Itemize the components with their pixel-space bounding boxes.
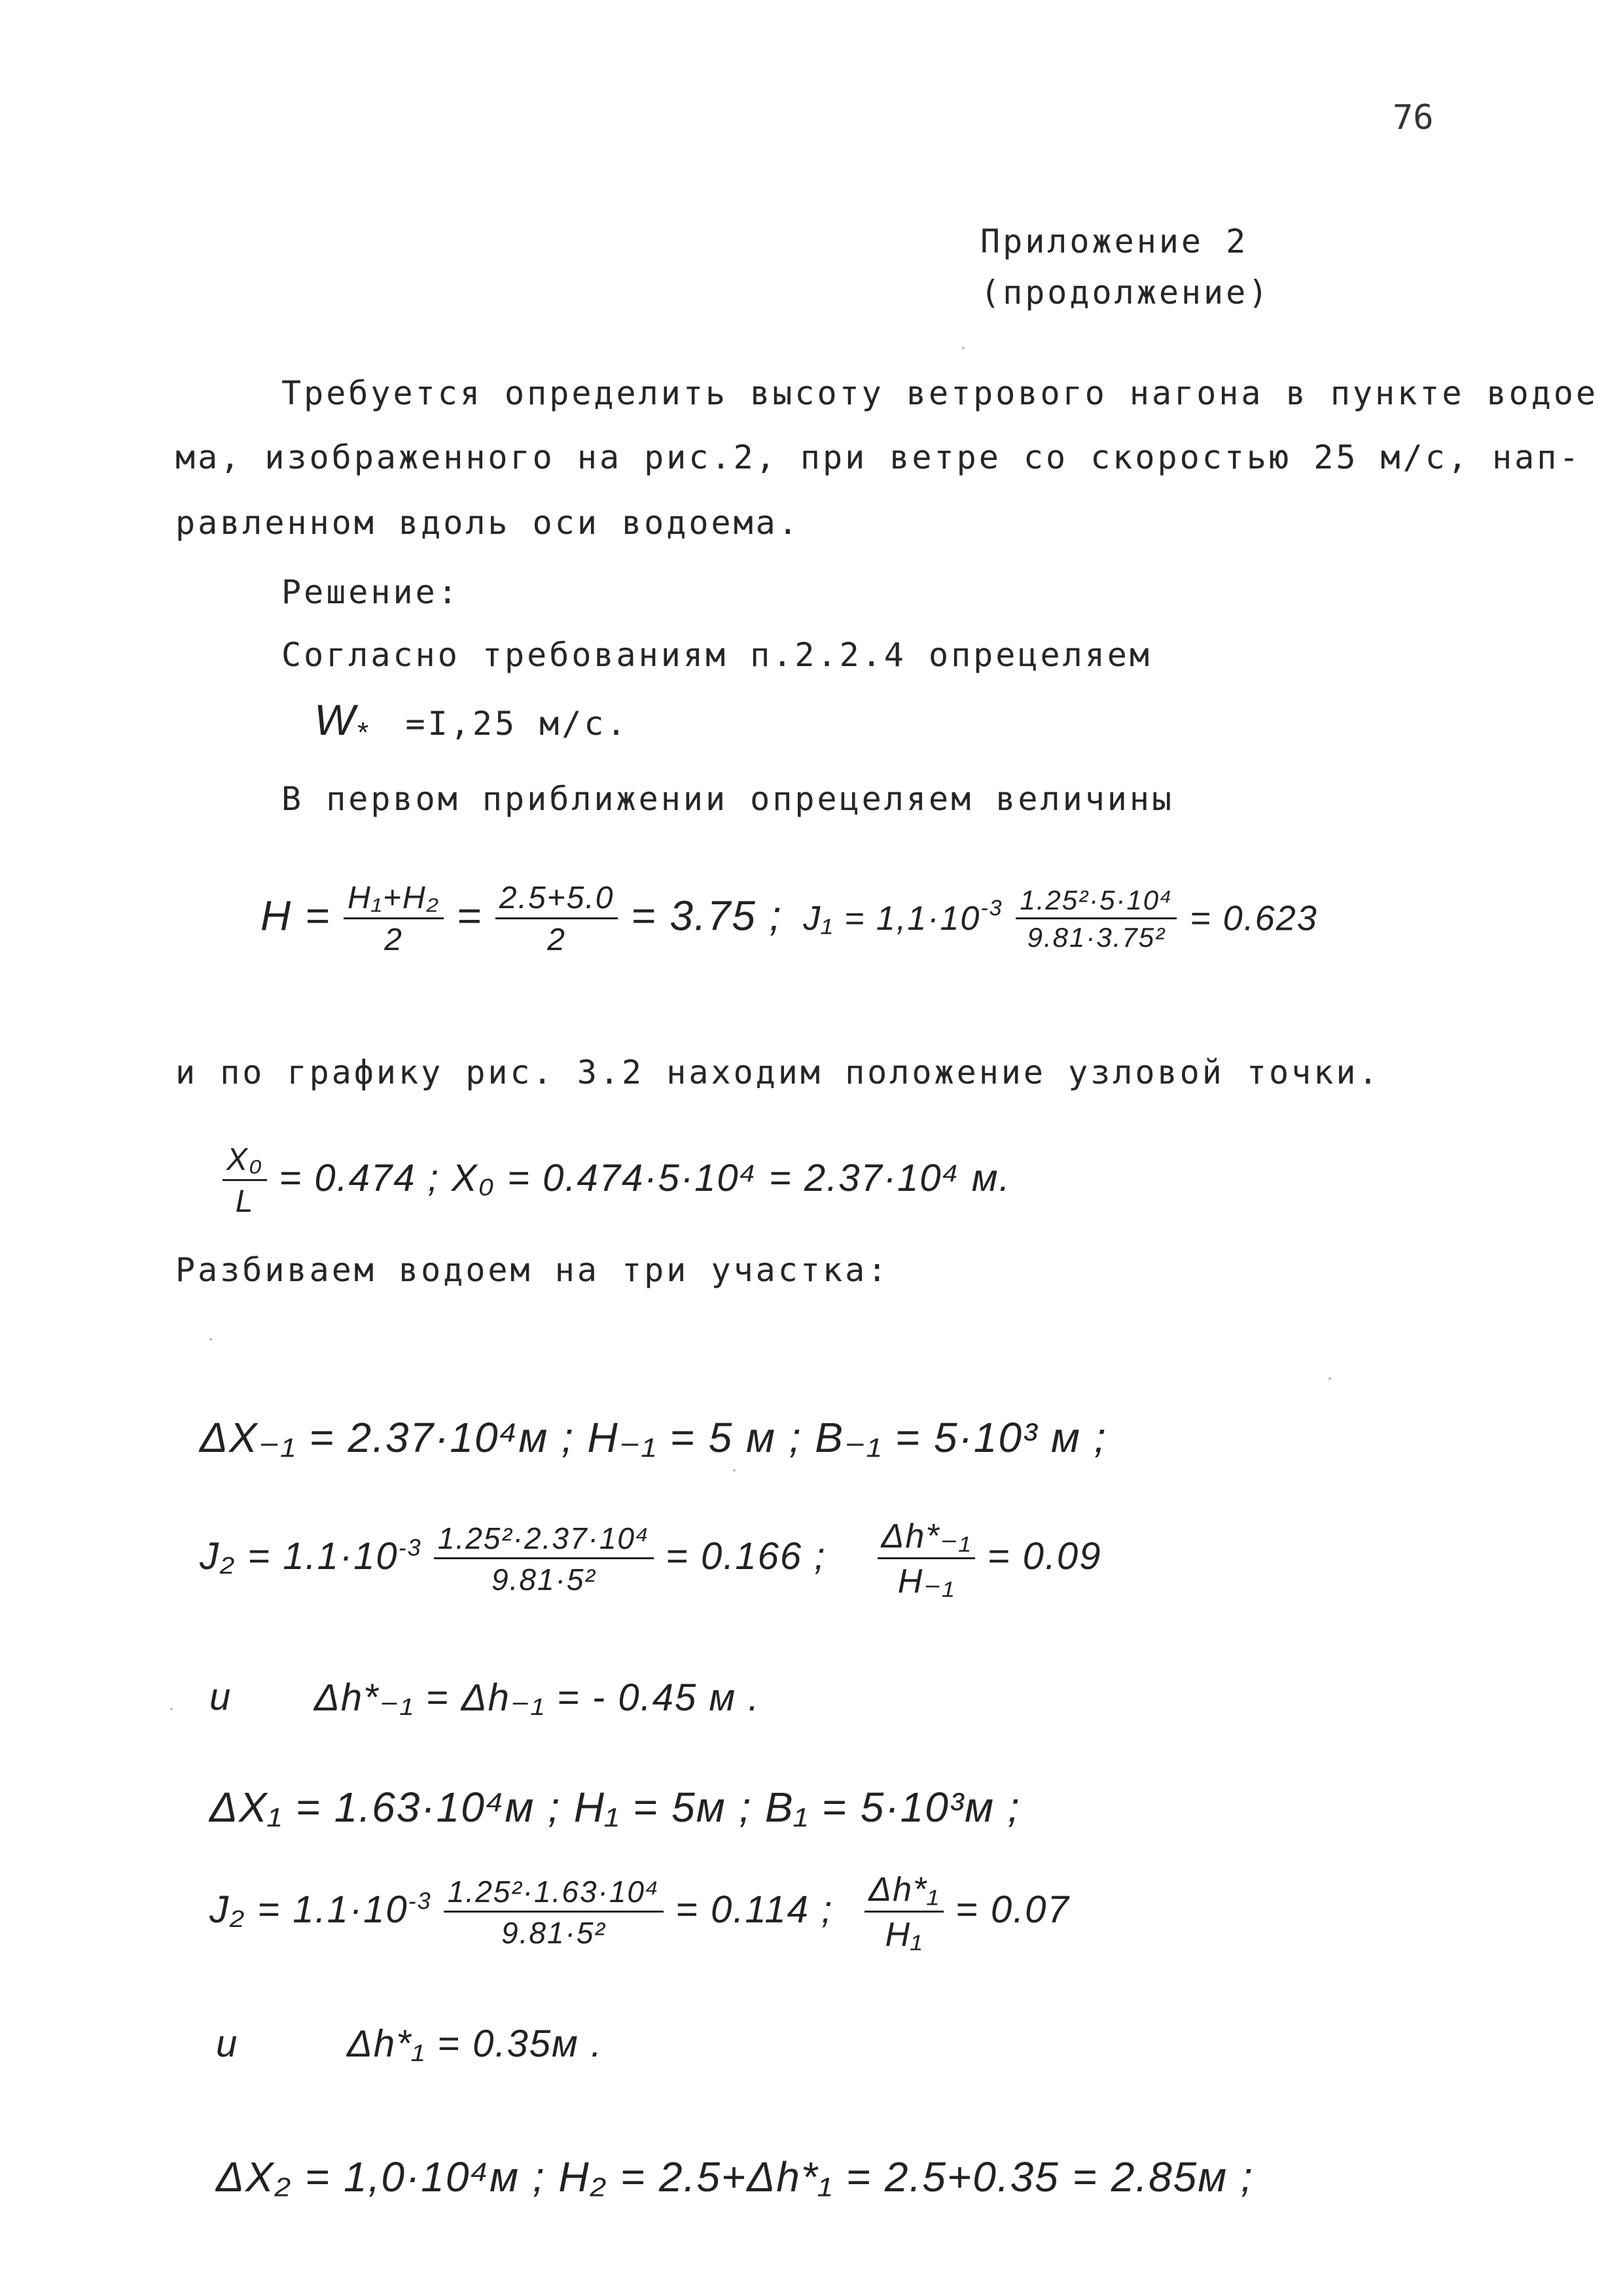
j1-exponent: -3 — [980, 896, 1003, 921]
problem-statement-line-1: Требуется определить высоту ветрового нагона в пункте водое — [281, 374, 1599, 412]
section-1-j-equation — [209, 1870, 1070, 1954]
section-1-j-fraction — [444, 1874, 664, 1951]
section-1-j-numerator: 1.25²·1.63·10⁴ — [444, 1874, 664, 1913]
problem-statement-line-2: ма, изображенного на рис.2, при ветре со скоростью 25 м/с, нап- — [175, 438, 1582, 476]
section-minus1-params: ΔX₋₁ = 2.37·10⁴м ; H₋₁ = 5 м ; B₋₁ = 5·10³ м ; — [200, 1414, 1107, 1461]
section-1-j-result: = 0.114 ; — [675, 1888, 834, 1931]
w-subscript: * — [356, 716, 369, 749]
x0-numerator: X₀ — [223, 1142, 267, 1181]
x0-expression: = 0.474 ; X₀ = 0.474·5·10⁴ = 2.37·10⁴ м. — [279, 1156, 1011, 1199]
section-2-params: ΔX₂ = 1,0·10⁴м ; H₂ = 2.5+Δh*₁ = 2.5+0.35 = 2.85м ; — [216, 2153, 1254, 2200]
section-minus1-j-result: = 0.166 ; — [666, 1534, 827, 1578]
section-1-ratio — [865, 1870, 943, 1954]
section-minus1-j-exponent: -3 — [398, 1534, 422, 1561]
h-fraction-1-numerator: H₁+H₂ — [344, 880, 444, 919]
section-1-j-lhs: J₂ = 1.1·10 — [209, 1888, 408, 1931]
j1-lhs: J₁ = 1,1·10 — [803, 900, 981, 938]
h-fraction-1 — [344, 880, 444, 958]
section-1-j-denominator: 9.81·5² — [501, 1916, 606, 1950]
w-symbol: W — [314, 696, 357, 744]
h-fraction-2 — [495, 880, 618, 958]
section-minus1-ratio-result: = 0.09 — [987, 1534, 1102, 1578]
section-1-ratio-denominator: H₁ — [885, 1916, 923, 1954]
solution-label: Решение: — [281, 573, 460, 611]
section-1-ratio-numerator: Δh*₁ — [865, 1870, 943, 1913]
section-1-surge: Δh*₁ = 0.35м . — [347, 2022, 603, 2065]
section-minus1-j-fraction — [434, 1521, 654, 1597]
j1-result: = 0.623 — [1190, 898, 1318, 938]
h-result: = 3.75 ; — [631, 892, 783, 940]
first-approximation-line: В первом приближении опрецеляем величины — [281, 780, 1175, 818]
j1-numerator: 1.25²·5·10⁴ — [1016, 885, 1177, 919]
graph-reference-line: и по графику рис. 3.2 находим положение узловой точки. — [175, 1053, 1381, 1091]
section-1-j-exponent: -3 — [408, 1887, 432, 1915]
h-equals: = — [456, 892, 483, 940]
h-fraction-1-denominator: 2 — [384, 923, 403, 957]
section-1-params: ΔX₁ = 1.63·10⁴м ; H₁ = 5м ; B₁ = 5·10³м ; — [209, 1784, 1021, 1831]
section-minus1-ratio — [878, 1517, 976, 1601]
section-minus1-surge: Δh*₋₁ = Δh₋₁ = - 0.45 м . — [314, 1676, 760, 1719]
equation-nodal-point — [223, 1142, 1011, 1220]
j1-fraction — [1016, 885, 1177, 953]
x0-fraction — [223, 1142, 267, 1220]
section-1-ratio-result: = 0.07 — [955, 1888, 1070, 1931]
section-minus1-j-numerator: 1.25²·2.37·10⁴ — [434, 1521, 654, 1559]
scan-speck — [962, 347, 965, 349]
equation-h-average — [260, 880, 1318, 958]
section-minus1-ratio-denominator: H₋₁ — [897, 1563, 955, 1600]
section-minus1-ratio-numerator: Δh*₋₁ — [878, 1517, 976, 1559]
section-minus1-j-denominator: 9.81·5² — [491, 1563, 596, 1597]
appendix-title: Приложение 2 — [980, 222, 1249, 260]
section-minus1-j-equation — [200, 1517, 1101, 1601]
problem-statement-line-3: равленном вдоль оси водоема. — [175, 504, 800, 542]
w-value: =I,25 м/с. — [405, 705, 629, 743]
h-lhs: H = — [260, 892, 331, 940]
x0-denominator: L — [235, 1184, 255, 1219]
scan-speck — [170, 1708, 173, 1710]
h-fraction-2-numerator: 2.5+5.0 — [495, 880, 618, 919]
j1-denominator: 9.81·3.75² — [1027, 922, 1166, 953]
section-1-and: и — [216, 2022, 239, 2065]
h-fraction-2-denominator: 2 — [547, 923, 566, 957]
requirement-line: Согласно требованиям п.2.2.4 опрецеляем — [281, 636, 1152, 674]
scan-speck — [733, 1469, 736, 1472]
scan-speck — [1329, 1377, 1331, 1380]
section-minus1-j-lhs: J₂ = 1.1·10 — [200, 1534, 399, 1578]
split-reservoir-line: Разбиваем водоем на три участка: — [175, 1251, 890, 1289]
wind-friction-velocity — [314, 695, 629, 749]
appendix-subtitle: (продолжение) — [980, 274, 1271, 311]
scan-speck — [209, 1338, 212, 1341]
section-minus1-and: и — [209, 1676, 232, 1718]
page-number: 76 — [1393, 98, 1434, 137]
